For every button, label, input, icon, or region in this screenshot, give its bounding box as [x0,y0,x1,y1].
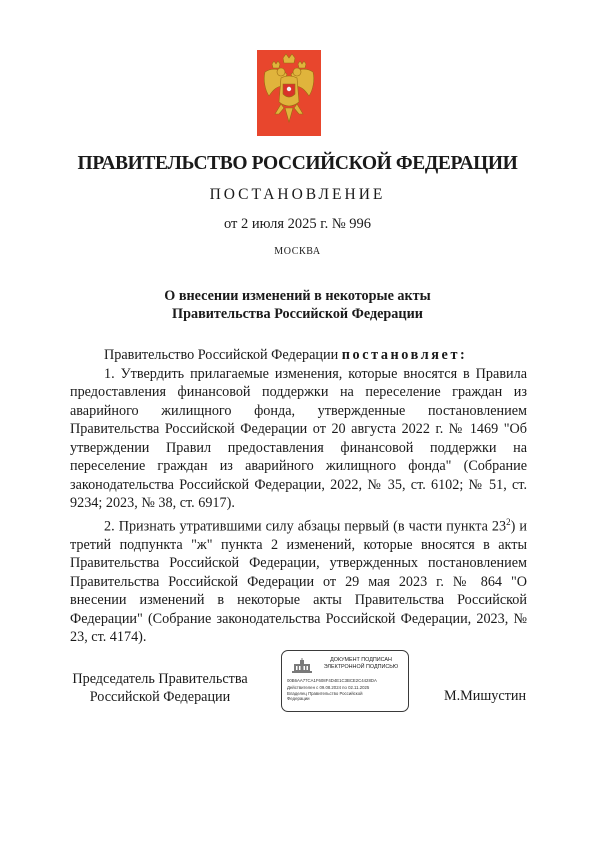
document-date-number: от 2 июля 2025 г. № 996 [223,216,372,232]
electronic-signature-stamp [281,650,409,712]
preamble-resolves: постановляет: [341,347,468,363]
coat-of-arms [257,50,321,136]
signer-position [70,670,250,706]
stamp-validity: Действителен с 09.08.2024 по 02.11.2025 [287,685,370,690]
stamp-title [316,657,406,670]
government-title: ПРАВИТЕЛЬСТВО РОССИЙСКОЙ ФЕДЕРАЦИИ [77,153,518,174]
signer-name: М.Мишустин [444,688,527,704]
preamble-text: Правительство Российской Федерации [104,347,342,363]
preamble [70,346,527,365]
paragraph-2-start: 2. Признать утратившими силу абзацы первый (в части пункта 23 [104,518,507,535]
paragraph-2-end: ) и третий подпункта "ж" пункта 2 изменений, которые вносятся в акты Правительства Российской Федерации, утвержденных постановлением Правительства Российской Федерации от 29 мая 2023 г. № 864 "О внесении изменений в некоторые акты Правительства Российской Федерации" (Собрание законодательства Российской Федерации, 2023, № 23, ст. 4174). [70,518,527,646]
document-type: ПОСТАНОВЛЕНИЕ [209,186,386,203]
signer-position-line-2: Российской Федерации [89,689,231,705]
paragraph-2-superscript: 2 [506,516,511,527]
subject-line-1: О внесении изменений в некоторые акты [164,288,431,304]
signer-position-line-1: Председатель Правительства [72,671,248,687]
stamp-certificate: 00B6AA77CA1F608F4D4E1C3BCE2C4428DA [287,678,377,683]
stamp-title-line-2: ЭЛЕКТРОННОЙ ПОДПИСЬЮ [323,663,399,670]
document-city: МОСКВА [274,246,321,257]
document-body [70,346,527,647]
paragraph-2 [70,513,527,647]
stamp-owner-line-2: Федерации [287,696,310,701]
stamp-title-line-1: ДОКУМЕНТ ПОДПИСАН [330,657,392,663]
russian-coat-of-arms-icon [257,50,321,136]
government-building-icon [290,658,314,674]
document-subject [0,287,595,323]
stamp-owner-line-1: Владелец Правительство Российской [287,691,363,696]
paragraph-1: 1. Утвердить прилагаемые изменения, которые вносятся в Правила предоставления финансовой поддержки на переселение граждан из аварийного жилищного фонда, утвержденные постановлением Правительства Российской Федерации от 20 августа 2022 г. № 1469 "Об утверждении Правил предоставления финансовой поддержки на переселение граждан из аварийного жилищного фонда" (Собрание законодательства Российской Федерации, 2022, № 35, ст. 6102; № 51, ст. 9234; 2023, № 38, ст. 6917). [70,365,527,511]
subject-line-2: Правительства Российской Федерации [172,306,423,322]
